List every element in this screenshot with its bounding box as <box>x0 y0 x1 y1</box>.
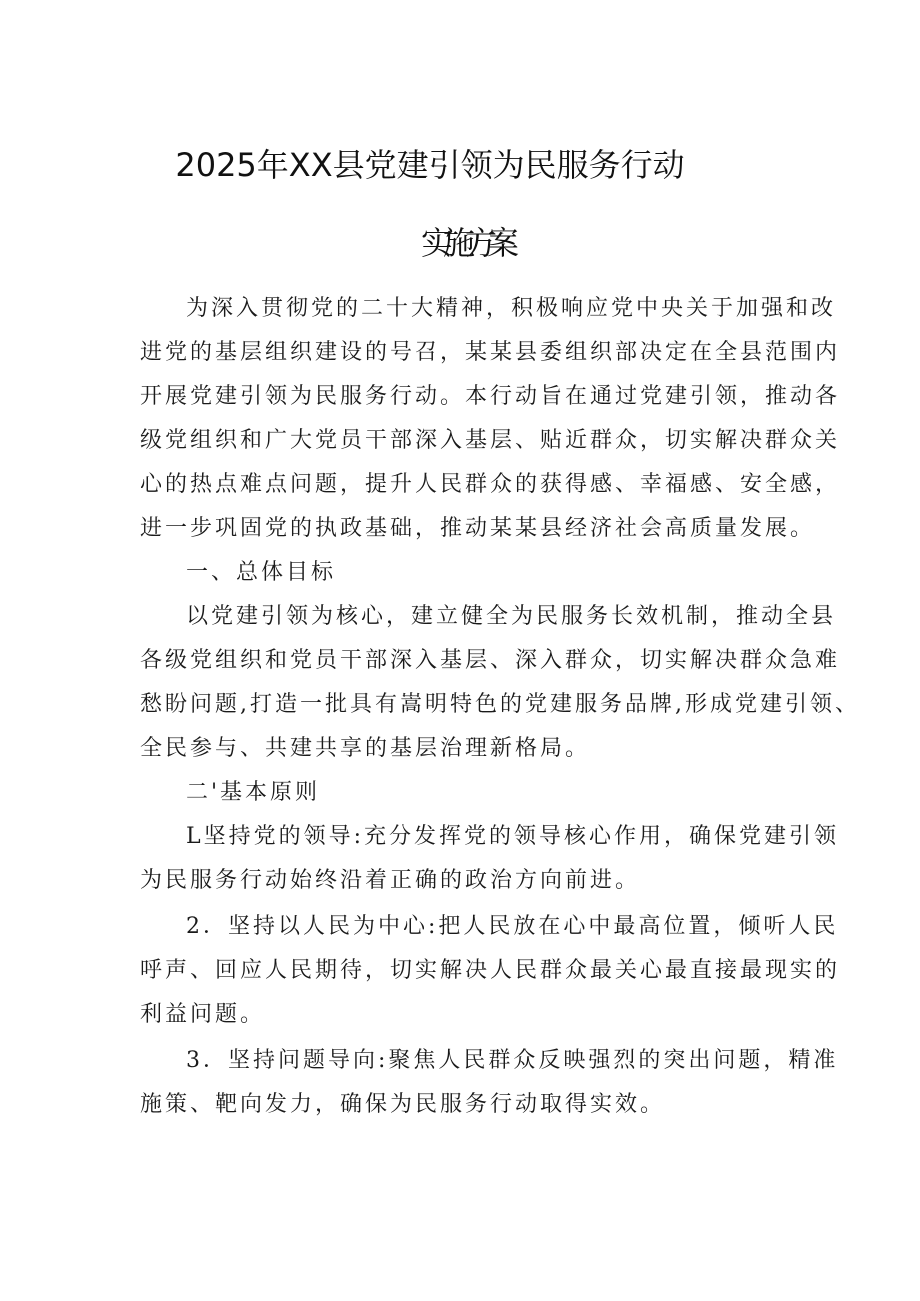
principle-3-line-2: 施策、靶向发力，确保为民服务行动取得实效。 <box>140 1092 666 1117</box>
principle-2-line-2: 呼声、回应人民期待，切实解决人民群众最关心最直接最现实的 <box>140 958 841 983</box>
paragraph-intro-line-2: 进党的基层组织建设的号召，某某县委组织部决定在全县范围内 <box>140 340 841 365</box>
section-heading-overall-goal: 一、总体目标 <box>186 560 337 585</box>
paragraph-intro-line-5: 心的热点难点问题，提升人民群众的获得感、幸福感、安全感， <box>140 472 841 497</box>
principle-2-line-3: 利益问题。 <box>140 1002 266 1027</box>
paragraph-intro-line-6: 进一步巩固党的执政基础，推动某某县经济社会高质量发展。 <box>140 516 816 541</box>
paragraph-intro-line-3: 开展党建引领为民服务行动。本行动旨在通过党建引领，推动各 <box>140 384 841 409</box>
principle-1-line-2: 为民服务行动始终沿着正确的政治方向前进。 <box>140 868 641 893</box>
paragraph-goal-line-1: 以党建引领为核心，建立健全为民服务长效机制，推动全县 <box>186 604 837 629</box>
paragraph-intro-line-4: 级党组织和广大党员干部深入基层、贴近群众，切实解决群众关 <box>140 428 841 453</box>
section-heading-basic-principles: 二'基本原则 <box>186 780 321 805</box>
principle-2-line-1: 2．坚持以人民为中心:把人民放在心中最高位置，倾听人民 <box>186 914 839 939</box>
principle-3-line-1: 3．坚持问题导向:聚焦人民群众反映强烈的突出问题，精准 <box>186 1048 839 1073</box>
principle-1-line-1: L坚持党的领导:充分发挥党的领导核心作用，确保党建引领 <box>186 824 840 849</box>
paragraph-goal-line-4: 全民参与、共建共享的基层治理新格局。 <box>140 736 591 761</box>
paragraph-goal-line-2: 各级党组织和党员干部深入基层、深入群众，切实解决群众急难 <box>140 648 841 673</box>
paragraph-intro-line-1: 为深入贯彻党的二十大精神，积极响应党中央关于加强和改 <box>186 296 837 321</box>
document-title-line-2: 实施方案 <box>420 224 509 262</box>
document-title-line-1: 2025年XX县党建引领为民服务行动 <box>175 146 685 184</box>
paragraph-goal-line-3: 愁盼问题,打造一批具有嵩明特色的党建服务品牌,形成党建引领、 <box>140 692 860 717</box>
